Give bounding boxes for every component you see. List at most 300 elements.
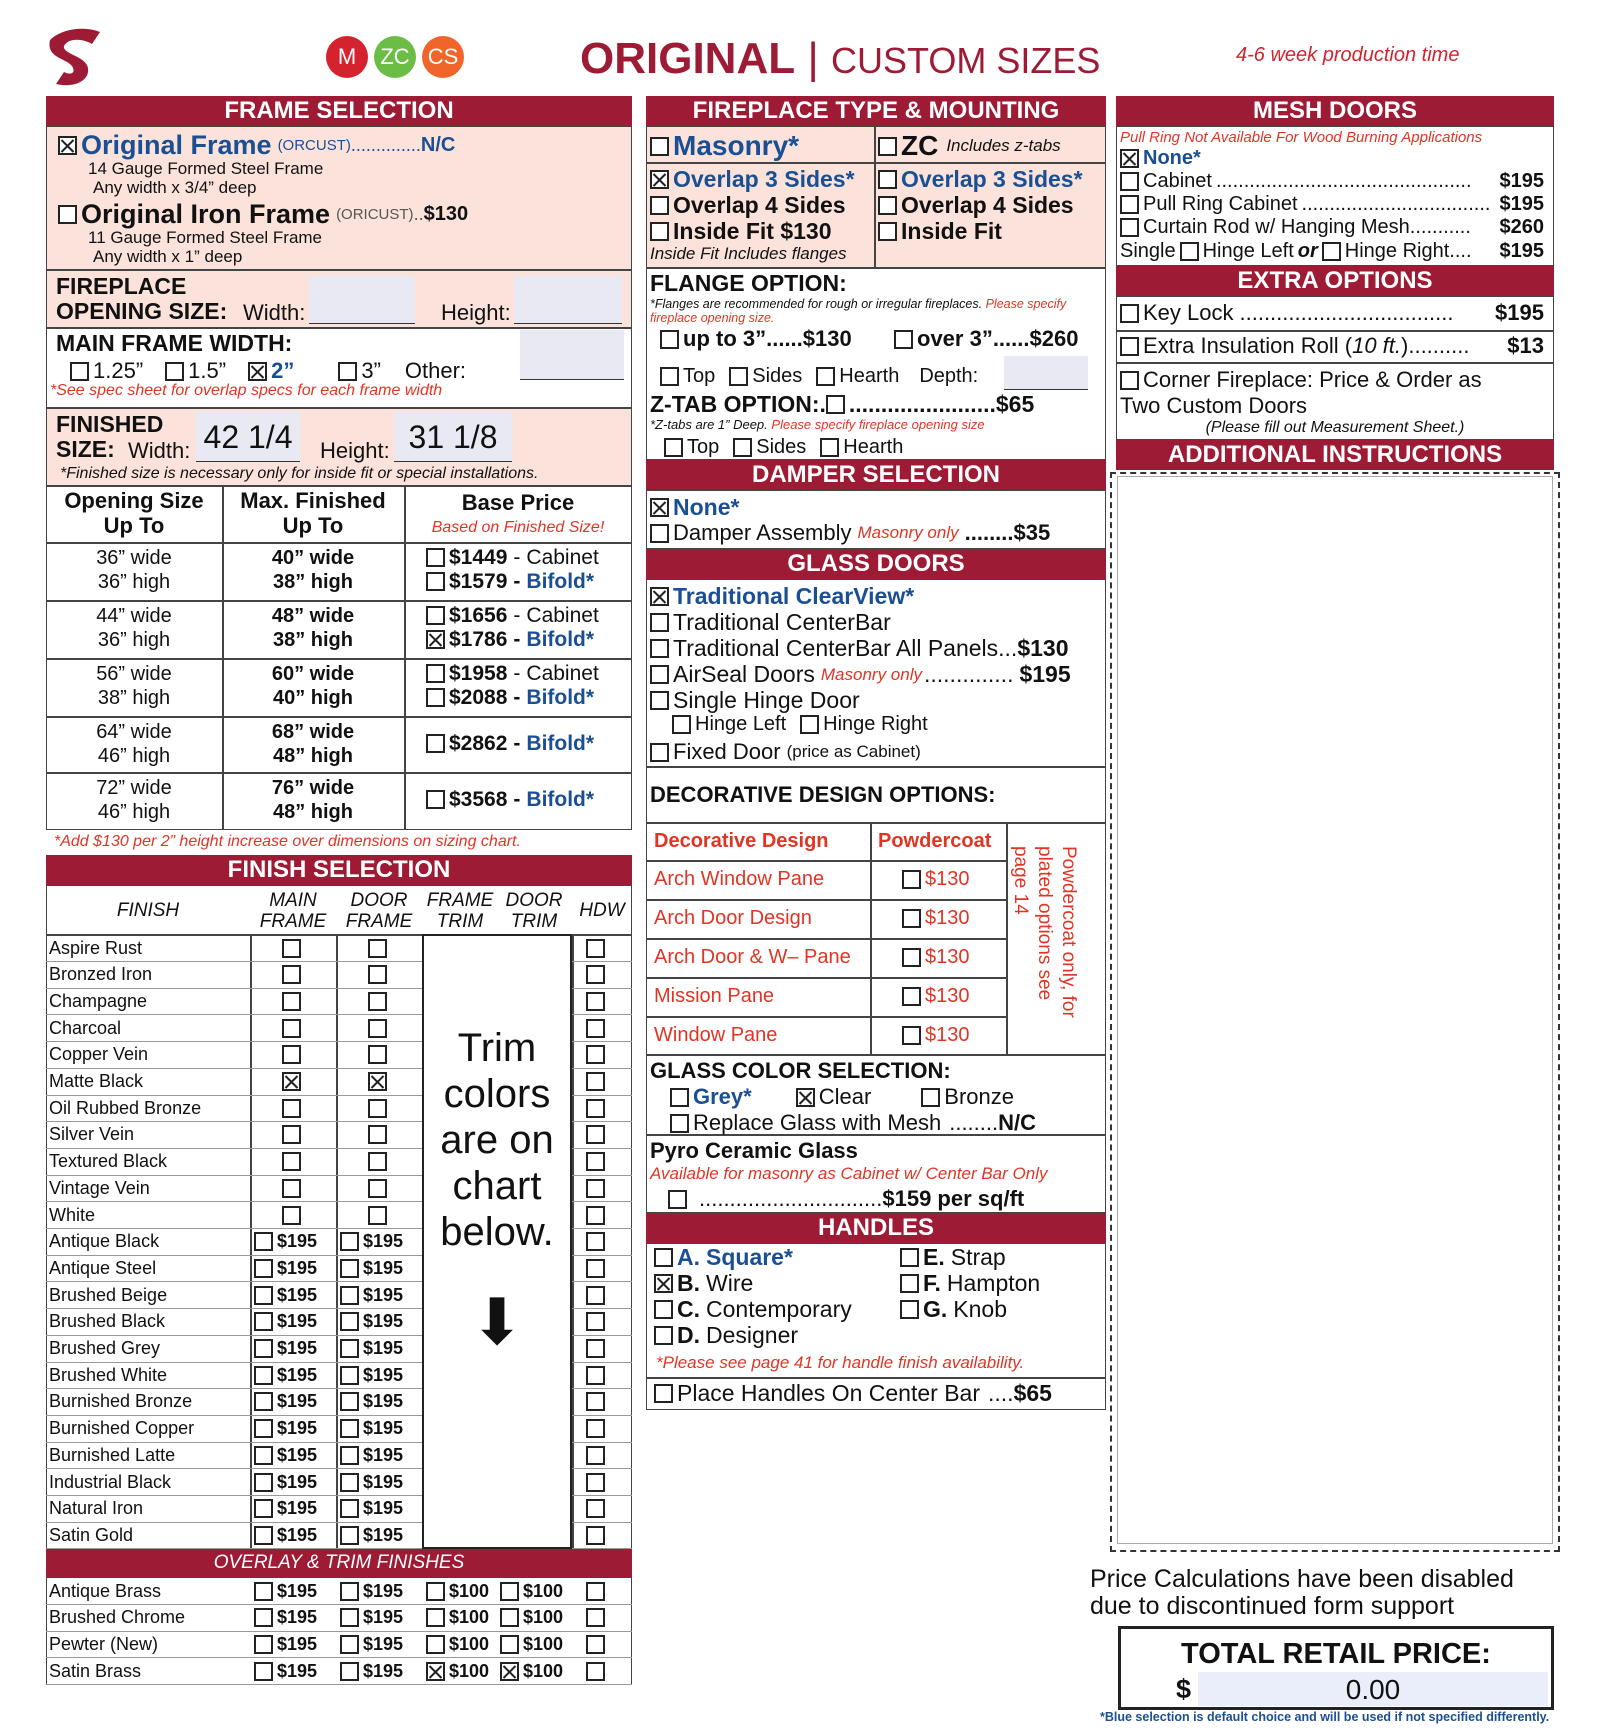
- glass-bronze-checkbox[interactable]: [921, 1088, 940, 1107]
- price-bifold-option[interactable]: $2862 - Bifold*: [426, 732, 594, 756]
- width-125-checkbox[interactable]: [70, 362, 89, 381]
- finish-main-frame-checkbox[interactable]: [254, 1286, 273, 1305]
- finish-main-frame-checkbox[interactable]: [254, 1312, 273, 1331]
- finish-door-frame-checkbox[interactable]: [340, 1286, 359, 1305]
- masonry-overlap3-checkbox[interactable]: [650, 170, 669, 189]
- finish-main-frame-checkbox[interactable]: [282, 1179, 301, 1198]
- finish-hdw[interactable]: [586, 1286, 609, 1305]
- ztab-option[interactable]: Z-TAB OPTION:. ....................... $65: [650, 391, 1035, 417]
- door-hinge-right-checkbox[interactable]: [800, 715, 819, 734]
- price-bifold-option[interactable]: $2088 - Bifold*: [426, 686, 599, 710]
- finish-hdw-checkbox[interactable]: [586, 1499, 605, 1518]
- finish-door-frame[interactable]: $195: [340, 1472, 403, 1493]
- handle-a[interactable]: A. Square*: [654, 1244, 793, 1271]
- finish-hdw-checkbox[interactable]: [586, 939, 605, 958]
- finish-door-frame[interactable]: [368, 1045, 391, 1064]
- masonry-overlap3[interactable]: Overlap 3 Sides*: [650, 166, 855, 193]
- finish-hdw-checkbox[interactable]: [586, 1419, 605, 1438]
- zc-overlap3[interactable]: Overlap 3 Sides*: [878, 166, 1083, 193]
- handles-center-bar[interactable]: Place Handles On Center Bar .... $65: [654, 1380, 1052, 1407]
- total-price-input[interactable]: 0.00: [1198, 1672, 1548, 1706]
- price-bifold-option[interactable]: $1579 - Bifold*: [426, 570, 599, 594]
- handle-b[interactable]: B. Wire: [654, 1270, 753, 1297]
- price-cabinet-checkbox[interactable]: [426, 606, 445, 625]
- price-cabinet-option[interactable]: $1656 - Cabinet: [426, 604, 599, 628]
- zc-overlap4-checkbox[interactable]: [878, 196, 897, 215]
- finish-main-frame[interactable]: [282, 1045, 305, 1064]
- overlay-frame-trim[interactable]: $100: [426, 1607, 489, 1628]
- finish-main-frame-checkbox[interactable]: [282, 1206, 301, 1225]
- overlay-door-trim[interactable]: $100: [500, 1661, 563, 1682]
- door-centerbar-all-checkbox[interactable]: [650, 639, 669, 658]
- finish-hdw-checkbox[interactable]: [586, 1339, 605, 1358]
- finish-door-frame-checkbox[interactable]: [340, 1392, 359, 1411]
- overlay-door-trim-checkbox[interactable]: [500, 1582, 519, 1601]
- finish-hdw[interactable]: [586, 1206, 609, 1225]
- finish-hdw-checkbox[interactable]: [586, 1019, 605, 1038]
- finish-door-frame[interactable]: $195: [340, 1258, 403, 1279]
- decorative-powdercoat-option[interactable]: $130: [902, 907, 970, 930]
- door-airseal-checkbox[interactable]: [650, 665, 669, 684]
- finish-door-frame[interactable]: [368, 1099, 391, 1118]
- finish-hdw-checkbox[interactable]: [586, 1286, 605, 1305]
- damper-none-checkbox[interactable]: [650, 498, 669, 517]
- price-bifold-checkbox[interactable]: [426, 572, 445, 591]
- handle-f-checkbox[interactable]: [900, 1274, 919, 1293]
- overlay-hdw[interactable]: [586, 1608, 609, 1627]
- frame-iron-checkbox[interactable]: [58, 205, 77, 224]
- handle-c-checkbox[interactable]: [654, 1300, 673, 1319]
- finish-door-frame[interactable]: $195: [340, 1445, 403, 1466]
- finish-main-frame-checkbox[interactable]: [282, 939, 301, 958]
- zc-overlap3-checkbox[interactable]: [878, 170, 897, 189]
- price-bifold-checkbox[interactable]: [426, 734, 445, 753]
- overlay-door-trim-checkbox[interactable]: [500, 1635, 519, 1654]
- finish-main-frame[interactable]: $195: [254, 1418, 317, 1439]
- handle-c[interactable]: C. Contemporary: [654, 1296, 852, 1323]
- finish-door-frame-checkbox[interactable]: [368, 992, 387, 1011]
- finish-main-frame-checkbox[interactable]: [254, 1446, 273, 1465]
- finish-hdw[interactable]: [586, 1312, 609, 1331]
- price-bifold-checkbox[interactable]: [426, 688, 445, 707]
- door-centerbar[interactable]: Traditional CenterBar: [650, 609, 891, 636]
- finish-door-frame-checkbox[interactable]: [368, 1099, 387, 1118]
- overlay-hdw-checkbox[interactable]: [586, 1582, 605, 1601]
- finish-main-frame[interactable]: $195: [254, 1445, 317, 1466]
- finish-main-frame[interactable]: $195: [254, 1231, 317, 1252]
- finish-hdw-checkbox[interactable]: [586, 1125, 605, 1144]
- finish-main-frame[interactable]: $195: [254, 1258, 317, 1279]
- decorative-powdercoat-option[interactable]: $130: [902, 985, 970, 1008]
- finish-door-frame-checkbox[interactable]: [340, 1419, 359, 1438]
- flange-over-3-checkbox[interactable]: [894, 330, 913, 349]
- finish-hdw[interactable]: [586, 1473, 609, 1492]
- masonry-checkbox[interactable]: [650, 137, 669, 156]
- frame-option-original[interactable]: [58, 130, 455, 161]
- finish-door-frame[interactable]: $195: [340, 1391, 403, 1412]
- finish-door-frame-checkbox[interactable]: [368, 939, 387, 958]
- finish-main-frame-checkbox[interactable]: [254, 1499, 273, 1518]
- door-clearview[interactable]: Traditional ClearView*: [650, 583, 914, 610]
- finish-hdw-checkbox[interactable]: [586, 965, 605, 984]
- finish-door-frame-checkbox[interactable]: [368, 1019, 387, 1038]
- finish-hdw[interactable]: [586, 1526, 609, 1545]
- masonry-inside[interactable]: Inside Fit $130: [650, 218, 832, 245]
- finish-door-frame[interactable]: $195: [340, 1525, 403, 1546]
- extra-corner[interactable]: Corner Fireplace: Price & Order as: [1120, 367, 1482, 393]
- extra-key-lock[interactable]: Key Lock ................................... $195: [1120, 300, 1544, 326]
- mesh-pull-ring[interactable]: Pull Ring Cabinet .................................. $195: [1120, 193, 1544, 216]
- finish-hdw[interactable]: [586, 1446, 609, 1465]
- finish-hdw-checkbox[interactable]: [586, 1232, 605, 1251]
- finish-door-frame-checkbox[interactable]: [340, 1366, 359, 1385]
- finish-main-frame-checkbox[interactable]: [254, 1339, 273, 1358]
- glass-mesh-checkbox[interactable]: [670, 1114, 689, 1133]
- finish-hdw-checkbox[interactable]: [586, 1259, 605, 1278]
- finish-main-frame[interactable]: $195: [254, 1472, 317, 1493]
- overlay-hdw-checkbox[interactable]: [586, 1635, 605, 1654]
- price-cabinet-option[interactable]: $1449 - Cabinet: [426, 546, 599, 570]
- price-cabinet-checkbox[interactable]: [426, 664, 445, 683]
- price-bifold-checkbox[interactable]: [426, 790, 445, 809]
- finish-main-frame[interactable]: [282, 1019, 305, 1038]
- door-centerbar-all[interactable]: Traditional CenterBar All Panels ... $130: [650, 635, 1069, 662]
- finish-hdw-checkbox[interactable]: [586, 1312, 605, 1331]
- finished-width-input[interactable]: 42 1/4: [196, 412, 300, 462]
- overlay-main-frame[interactable]: $195: [254, 1634, 317, 1655]
- overlay-frame-trim-checkbox[interactable]: [426, 1582, 445, 1601]
- overlay-door-trim[interactable]: $100: [500, 1634, 563, 1655]
- zc-option[interactable]: ZC Includes z-tabs: [878, 130, 1061, 162]
- extra-corner-checkbox[interactable]: [1120, 371, 1139, 390]
- finish-door-frame-checkbox[interactable]: [340, 1259, 359, 1278]
- finish-door-frame[interactable]: $195: [340, 1498, 403, 1519]
- finish-main-frame-checkbox[interactable]: [254, 1526, 273, 1545]
- overlay-door-frame-checkbox[interactable]: [340, 1608, 359, 1627]
- finish-door-frame[interactable]: [368, 1206, 391, 1225]
- finish-main-frame[interactable]: [282, 965, 305, 984]
- finish-hdw[interactable]: [586, 939, 609, 958]
- finish-door-frame-checkbox[interactable]: [340, 1446, 359, 1465]
- finish-hdw-checkbox[interactable]: [586, 1366, 605, 1385]
- overlay-door-frame[interactable]: $195: [340, 1661, 403, 1682]
- handle-f[interactable]: F. Hampton: [900, 1270, 1040, 1297]
- overlay-door-frame[interactable]: $195: [340, 1634, 403, 1655]
- overlay-main-frame[interactable]: $195: [254, 1607, 317, 1628]
- pyro-checkbox[interactable]: [668, 1190, 687, 1209]
- opening-height-input[interactable]: [514, 276, 622, 324]
- finish-main-frame[interactable]: [282, 1152, 305, 1171]
- flange-top-checkbox[interactable]: [660, 367, 679, 386]
- finish-door-frame-checkbox[interactable]: [368, 1152, 387, 1171]
- extra-key-lock-checkbox[interactable]: [1120, 304, 1139, 323]
- ztab-checkbox[interactable]: [826, 395, 845, 414]
- door-hinge-left-checkbox[interactable]: [672, 715, 691, 734]
- finish-door-frame[interactable]: [368, 1019, 391, 1038]
- handle-d[interactable]: D. Designer: [654, 1322, 798, 1349]
- mesh-curtain-checkbox[interactable]: [1120, 218, 1139, 237]
- finish-main-frame[interactable]: [282, 1206, 305, 1225]
- flange-up-to-3[interactable]: up to 3”......$130: [660, 326, 852, 352]
- finish-door-frame-checkbox[interactable]: [340, 1499, 359, 1518]
- finish-main-frame[interactable]: [282, 1099, 305, 1118]
- finish-door-frame[interactable]: [368, 965, 391, 984]
- overlay-door-frame-checkbox[interactable]: [340, 1635, 359, 1654]
- overlay-main-frame[interactable]: $195: [254, 1581, 317, 1602]
- decorative-powdercoat-checkbox[interactable]: [902, 909, 921, 928]
- finish-main-frame-checkbox[interactable]: [282, 965, 301, 984]
- finish-main-frame-checkbox[interactable]: [254, 1232, 273, 1251]
- masonry-overlap4[interactable]: Overlap 4 Sides: [650, 192, 846, 219]
- zc-inside-checkbox[interactable]: [878, 222, 897, 241]
- finish-door-frame-checkbox[interactable]: [368, 1206, 387, 1225]
- overlay-door-frame[interactable]: $195: [340, 1581, 403, 1602]
- finish-door-frame-checkbox[interactable]: [340, 1232, 359, 1251]
- overlay-main-frame-checkbox[interactable]: [254, 1582, 273, 1601]
- finish-main-frame[interactable]: [282, 939, 305, 958]
- mesh-pull-ring-checkbox[interactable]: [1120, 195, 1139, 214]
- handle-g[interactable]: G. Knob: [900, 1296, 1007, 1323]
- width-3-checkbox[interactable]: [338, 362, 357, 381]
- price-bifold-checkbox[interactable]: [426, 630, 445, 649]
- decorative-powdercoat-checkbox[interactable]: [902, 948, 921, 967]
- finish-door-frame[interactable]: [368, 1072, 391, 1091]
- flange-hearth-checkbox[interactable]: [816, 367, 835, 386]
- decorative-powdercoat-checkbox[interactable]: [902, 987, 921, 1006]
- overlay-hdw[interactable]: [586, 1635, 609, 1654]
- handles-center-bar-checkbox[interactable]: [654, 1384, 673, 1403]
- mesh-hinge-left-checkbox[interactable]: [1180, 242, 1199, 261]
- finish-hdw-checkbox[interactable]: [586, 1446, 605, 1465]
- mesh-cabinet[interactable]: Cabinet .............................................. $195: [1120, 170, 1544, 193]
- masonry-inside-checkbox[interactable]: [650, 222, 669, 241]
- zc-overlap4[interactable]: Overlap 4 Sides: [878, 192, 1074, 219]
- price-cabinet-option[interactable]: $1958 - Cabinet: [426, 662, 599, 686]
- extra-insulation-checkbox[interactable]: [1120, 337, 1139, 356]
- masonry-option[interactable]: Masonry*: [650, 130, 799, 162]
- finish-hdw[interactable]: [586, 1232, 609, 1251]
- overlay-hdw-checkbox[interactable]: [586, 1608, 605, 1627]
- frame-option-iron[interactable]: [58, 199, 468, 230]
- finish-main-frame[interactable]: $195: [254, 1311, 317, 1332]
- overlay-frame-trim-checkbox[interactable]: [426, 1662, 445, 1681]
- finish-door-frame-checkbox[interactable]: [340, 1473, 359, 1492]
- finish-door-frame[interactable]: [368, 1125, 391, 1144]
- decorative-powdercoat-option[interactable]: $130: [902, 946, 970, 969]
- price-bifold-option[interactable]: $1786 - Bifold*: [426, 628, 599, 652]
- overlay-door-frame-checkbox[interactable]: [340, 1662, 359, 1681]
- finish-main-frame[interactable]: $195: [254, 1498, 317, 1519]
- decorative-powdercoat-option[interactable]: $130: [902, 1024, 970, 1047]
- finish-hdw[interactable]: [586, 1419, 609, 1438]
- finish-door-frame-checkbox[interactable]: [368, 965, 387, 984]
- finish-main-frame[interactable]: [282, 1072, 305, 1091]
- finish-door-frame[interactable]: $195: [340, 1418, 403, 1439]
- finish-door-frame-checkbox[interactable]: [368, 1179, 387, 1198]
- finish-door-frame[interactable]: $195: [340, 1285, 403, 1306]
- finish-main-frame-checkbox[interactable]: [254, 1259, 273, 1278]
- flange-sides-checkbox[interactable]: [729, 367, 748, 386]
- glass-clear-checkbox[interactable]: [796, 1088, 815, 1107]
- overlay-frame-trim[interactable]: $100: [426, 1661, 489, 1682]
- overlay-door-frame[interactable]: $195: [340, 1607, 403, 1628]
- finish-door-frame[interactable]: [368, 992, 391, 1011]
- finish-door-frame[interactable]: $195: [340, 1311, 403, 1332]
- finish-door-frame[interactable]: $195: [340, 1365, 403, 1386]
- door-fixed[interactable]: Fixed Door (price as Cabinet): [650, 739, 921, 765]
- mesh-curtain[interactable]: Curtain Rod w/ Hanging Mesh ........... $260: [1120, 216, 1544, 239]
- finish-main-frame[interactable]: $195: [254, 1285, 317, 1306]
- overlay-main-frame-checkbox[interactable]: [254, 1635, 273, 1654]
- door-single-hinge[interactable]: Single Hinge Door: [650, 687, 860, 714]
- mesh-hinge-right-checkbox[interactable]: [1322, 242, 1341, 261]
- finish-main-frame-checkbox[interactable]: [254, 1366, 273, 1385]
- finish-main-frame-checkbox[interactable]: [254, 1419, 273, 1438]
- overlay-hdw[interactable]: [586, 1582, 609, 1601]
- finish-main-frame[interactable]: $195: [254, 1391, 317, 1412]
- finish-hdw[interactable]: [586, 965, 609, 984]
- finish-hdw[interactable]: [586, 1392, 609, 1411]
- finish-main-frame[interactable]: [282, 992, 305, 1011]
- finish-hdw[interactable]: [586, 1072, 609, 1091]
- door-fixed-checkbox[interactable]: [650, 743, 669, 762]
- zc-checkbox[interactable]: [878, 137, 897, 156]
- finish-hdw-checkbox[interactable]: [586, 1473, 605, 1492]
- finish-hdw[interactable]: [586, 1019, 609, 1038]
- overlay-frame-trim[interactable]: $100: [426, 1581, 489, 1602]
- finish-main-frame[interactable]: $195: [254, 1525, 317, 1546]
- width-2-checkbox[interactable]: [248, 362, 267, 381]
- door-single-hinge-checkbox[interactable]: [650, 691, 669, 710]
- finish-hdw[interactable]: [586, 1152, 609, 1171]
- glass-mesh-option[interactable]: Replace Glass with Mesh ........ N/C: [670, 1110, 1036, 1136]
- overlay-frame-trim[interactable]: $100: [426, 1634, 489, 1655]
- finish-door-frame[interactable]: $195: [340, 1231, 403, 1252]
- ztab-sides-checkbox[interactable]: [733, 438, 752, 457]
- overlay-frame-trim-checkbox[interactable]: [426, 1635, 445, 1654]
- finish-door-frame[interactable]: [368, 939, 391, 958]
- finish-hdw-checkbox[interactable]: [586, 1526, 605, 1545]
- finish-hdw[interactable]: [586, 1366, 609, 1385]
- finish-main-frame[interactable]: $195: [254, 1338, 317, 1359]
- finish-hdw-checkbox[interactable]: [586, 1392, 605, 1411]
- finish-hdw-checkbox[interactable]: [586, 1179, 605, 1198]
- overlay-door-frame-checkbox[interactable]: [340, 1582, 359, 1601]
- finish-main-frame-checkbox[interactable]: [282, 1125, 301, 1144]
- finish-hdw[interactable]: [586, 992, 609, 1011]
- handle-e[interactable]: E. Strap: [900, 1244, 1006, 1271]
- mesh-none[interactable]: None*: [1120, 147, 1201, 170]
- pyro-option[interactable]: .............................. $159 per sq/ft: [668, 1186, 1024, 1212]
- width-other-input[interactable]: [520, 330, 624, 380]
- overlay-hdw[interactable]: [586, 1662, 609, 1681]
- finish-main-frame-checkbox[interactable]: [254, 1392, 273, 1411]
- door-clearview-checkbox[interactable]: [650, 587, 669, 606]
- overlay-main-frame-checkbox[interactable]: [254, 1662, 273, 1681]
- price-bifold-option[interactable]: $3568 - Bifold*: [426, 788, 594, 812]
- door-airseal[interactable]: AirSeal Doors Masonry only .............. $195: [650, 661, 1071, 688]
- finish-main-frame[interactable]: $195: [254, 1365, 317, 1386]
- flange-over-3[interactable]: over 3”......$260: [894, 326, 1078, 352]
- finish-hdw-checkbox[interactable]: [586, 992, 605, 1011]
- finish-door-frame[interactable]: [368, 1152, 391, 1171]
- finish-main-frame-checkbox[interactable]: [282, 1045, 301, 1064]
- finish-hdw[interactable]: [586, 1125, 609, 1144]
- finish-door-frame-checkbox[interactable]: [368, 1045, 387, 1064]
- glass-grey-checkbox[interactable]: [670, 1088, 689, 1107]
- finish-main-frame-checkbox[interactable]: [282, 1152, 301, 1171]
- finish-door-frame-checkbox[interactable]: [340, 1312, 359, 1331]
- overlay-main-frame[interactable]: $195: [254, 1661, 317, 1682]
- finish-door-frame-checkbox[interactable]: [368, 1125, 387, 1144]
- overlay-door-trim[interactable]: $100: [500, 1607, 563, 1628]
- handle-d-checkbox[interactable]: [654, 1326, 673, 1345]
- finish-hdw-checkbox[interactable]: [586, 1099, 605, 1118]
- damper-assembly[interactable]: Damper Assembly Masonry only ........ $35: [650, 520, 1050, 546]
- finish-hdw[interactable]: [586, 1045, 609, 1064]
- overlay-door-trim[interactable]: $100: [500, 1581, 563, 1602]
- finish-main-frame-checkbox[interactable]: [282, 1019, 301, 1038]
- finish-door-frame-checkbox[interactable]: [368, 1072, 387, 1091]
- handle-a-checkbox[interactable]: [654, 1248, 673, 1267]
- damper-none[interactable]: None*: [650, 494, 739, 521]
- finish-hdw[interactable]: [586, 1099, 609, 1118]
- finish-main-frame-checkbox[interactable]: [254, 1473, 273, 1492]
- overlay-door-trim-checkbox[interactable]: [500, 1608, 519, 1627]
- finish-hdw-checkbox[interactable]: [586, 1045, 605, 1064]
- finish-hdw-checkbox[interactable]: [586, 1206, 605, 1225]
- finish-main-frame[interactable]: [282, 1125, 305, 1144]
- overlay-door-trim-checkbox[interactable]: [500, 1662, 519, 1681]
- finish-door-frame[interactable]: $195: [340, 1338, 403, 1359]
- flange-depth-input[interactable]: [1004, 356, 1088, 390]
- finish-hdw-checkbox[interactable]: [586, 1152, 605, 1171]
- flange-up-to-3-checkbox[interactable]: [660, 330, 679, 349]
- mesh-none-checkbox[interactable]: [1120, 149, 1139, 168]
- decorative-powdercoat-checkbox[interactable]: [902, 1026, 921, 1045]
- width-15-checkbox[interactable]: [165, 362, 184, 381]
- finished-height-input[interactable]: 31 1/8: [394, 412, 512, 462]
- handle-e-checkbox[interactable]: [900, 1248, 919, 1267]
- frame-original-checkbox[interactable]: [58, 136, 77, 155]
- damper-assembly-checkbox[interactable]: [650, 524, 669, 543]
- opening-width-input[interactable]: [309, 276, 415, 324]
- masonry-overlap4-checkbox[interactable]: [650, 196, 669, 215]
- mesh-cabinet-checkbox[interactable]: [1120, 172, 1139, 191]
- finish-door-frame[interactable]: [368, 1179, 391, 1198]
- additional-instructions-input[interactable]: [1117, 476, 1553, 1544]
- finish-main-frame-checkbox[interactable]: [282, 1099, 301, 1118]
- overlay-main-frame-checkbox[interactable]: [254, 1608, 273, 1627]
- overlay-frame-trim-checkbox[interactable]: [426, 1608, 445, 1627]
- finish-hdw[interactable]: [586, 1259, 609, 1278]
- decorative-powdercoat-checkbox[interactable]: [902, 870, 921, 889]
- overlay-hdw-checkbox[interactable]: [586, 1662, 605, 1681]
- finish-main-frame-checkbox[interactable]: [282, 992, 301, 1011]
- finish-main-frame-checkbox[interactable]: [282, 1072, 301, 1091]
- finish-hdw[interactable]: [586, 1179, 609, 1198]
- door-centerbar-checkbox[interactable]: [650, 613, 669, 632]
- price-cabinet-checkbox[interactable]: [426, 548, 445, 567]
- finish-main-frame[interactable]: [282, 1179, 305, 1198]
- handle-b-checkbox[interactable]: [654, 1274, 673, 1293]
- finish-hdw[interactable]: [586, 1339, 609, 1358]
- ztab-hearth-checkbox[interactable]: [820, 438, 839, 457]
- ztab-top-checkbox[interactable]: [664, 438, 683, 457]
- finish-door-frame-checkbox[interactable]: [340, 1526, 359, 1545]
- zc-inside[interactable]: Inside Fit: [878, 218, 1002, 245]
- finish-hdw[interactable]: [586, 1499, 609, 1518]
